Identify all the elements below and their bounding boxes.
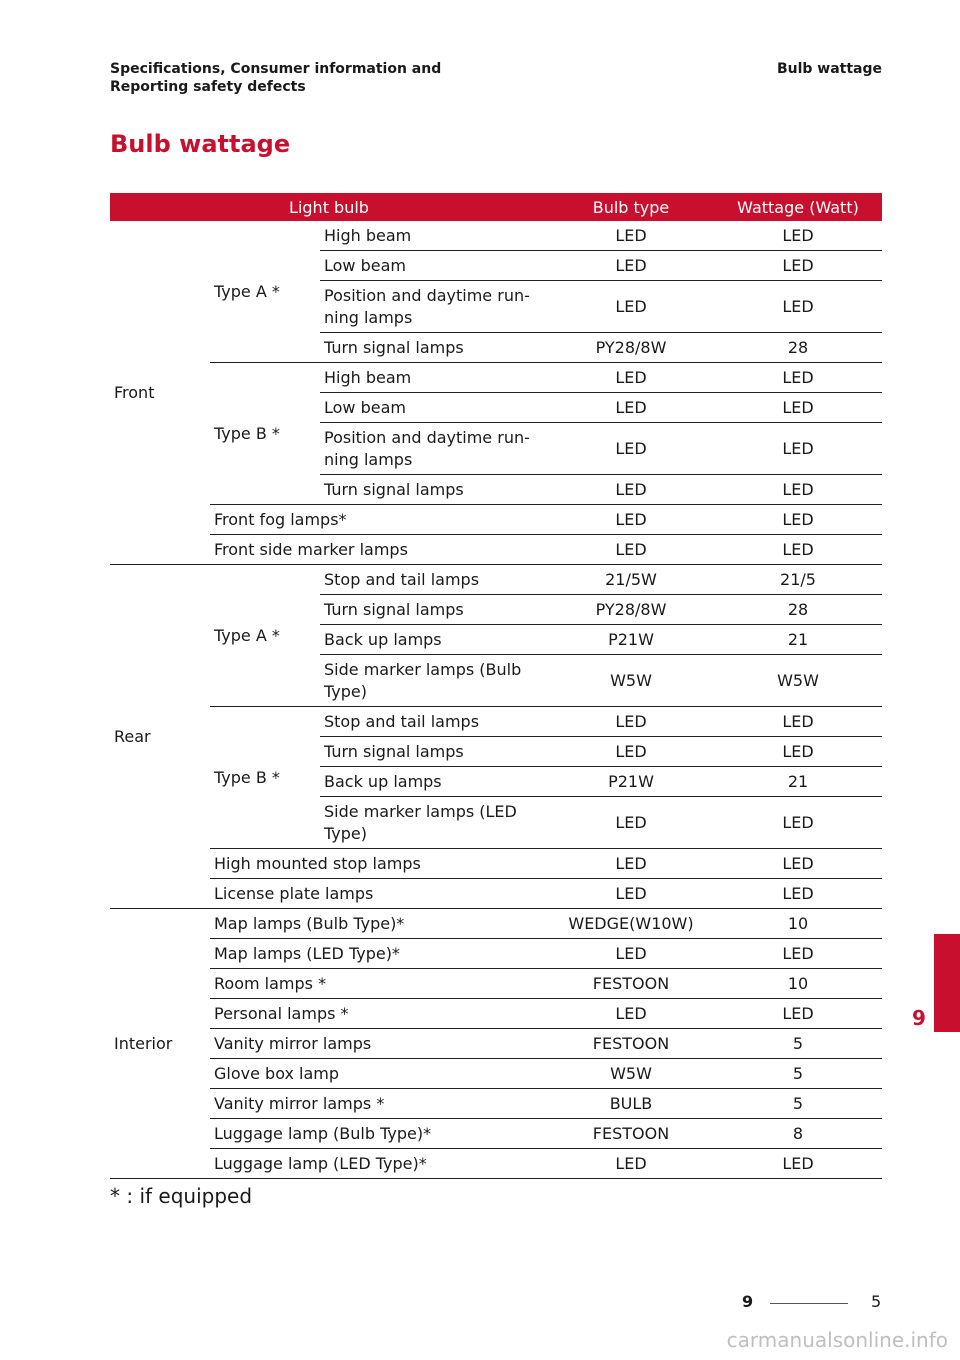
table-cell: PY28/8W	[548, 333, 714, 363]
table-cell: FESTOON	[548, 1119, 714, 1149]
footnote: * : if equipped	[110, 1184, 253, 1208]
table-cell: LED	[548, 423, 714, 475]
table-cell: Front side marker lamps	[210, 535, 548, 565]
table-cell: Turn signal lamps	[320, 475, 548, 505]
table-row	[110, 1149, 882, 1179]
running-header-topic: Bulb wattage	[776, 61, 882, 77]
table-row	[110, 1089, 882, 1119]
table-cell: LED	[548, 251, 714, 281]
section-title-line1: Specifications, Consumer information and	[110, 61, 442, 77]
table-row	[110, 969, 882, 999]
table-cell: LED	[714, 281, 882, 333]
table-cell: P21W	[548, 767, 714, 797]
table-cell: LED	[714, 1149, 882, 1179]
table-row	[110, 535, 882, 565]
table-cell: Luggage lamp (LED Type)*	[210, 1149, 548, 1179]
table-cell: LED	[548, 737, 714, 767]
table-cell: LED	[548, 849, 714, 879]
table-cell: Side marker lamps (Bulb Type)	[320, 655, 548, 707]
table-cell: FESTOON	[548, 969, 714, 999]
table-cell: Turn signal lamps	[320, 333, 548, 363]
table-cell: Side marker lamps (LED Type)	[320, 797, 548, 849]
table-cell: WEDGE(W10W)	[548, 909, 714, 939]
group-label: Interior	[110, 909, 210, 1179]
table-cell: W5W	[548, 655, 714, 707]
table-row	[110, 849, 882, 879]
table-cell: LED	[714, 535, 882, 565]
table-cell: Low beam	[320, 251, 548, 281]
table-cell: 21	[714, 625, 882, 655]
table-row	[110, 939, 882, 969]
table-cell: 28	[714, 595, 882, 625]
bulb-wattage-table	[110, 193, 882, 1179]
table-cell: 21	[714, 767, 882, 797]
table-cell: LED	[548, 535, 714, 565]
table-cell: Turn signal lamps	[320, 595, 548, 625]
table-row	[110, 707, 882, 737]
table-cell: LED	[714, 797, 882, 849]
table-cell: License plate lamps	[210, 879, 548, 909]
table-cell: LED	[714, 939, 882, 969]
table-cell: Turn signal lamps	[320, 737, 548, 767]
table-cell: Vanity mirror lamps	[210, 1029, 548, 1059]
table-cell: LED	[548, 939, 714, 969]
table-cell: Room lamps *	[210, 969, 548, 999]
table-cell: LED	[548, 281, 714, 333]
table-cell: 28	[714, 333, 882, 363]
type-label: Type B *	[210, 707, 320, 849]
table-cell: 10	[714, 969, 882, 999]
table-cell: LED	[714, 999, 882, 1029]
table-row	[110, 879, 882, 909]
table-cell: 10	[714, 909, 882, 939]
table-row	[110, 909, 882, 939]
table-cell: LED	[714, 737, 882, 767]
table-row	[110, 505, 882, 535]
type-label: Type B *	[210, 363, 320, 505]
table-cell: Map lamps (Bulb Type)*	[210, 909, 548, 939]
header-wattage: Wattage (Watt)	[714, 193, 882, 221]
table-row	[110, 999, 882, 1029]
table-cell: LED	[714, 849, 882, 879]
table-cell: LED	[714, 221, 882, 251]
table-cell: 21/5	[714, 565, 882, 595]
table-cell: Position and daytime run-ning lamps	[320, 423, 548, 475]
chapter-tab	[934, 934, 960, 1032]
table-row	[110, 1029, 882, 1059]
table-cell: 21/5W	[548, 565, 714, 595]
table-header-row	[110, 193, 882, 221]
table-cell: Front fog lamps*	[210, 505, 548, 535]
group-label: Rear	[110, 565, 210, 909]
table-cell: Personal lamps *	[210, 999, 548, 1029]
chapter-tab-number: 9	[912, 1006, 926, 1030]
watermark: carmanualsonline.info	[726, 1328, 948, 1352]
table-row	[110, 1119, 882, 1149]
table-cell: LED	[548, 363, 714, 393]
table-cell: PY28/8W	[548, 595, 714, 625]
table-cell: 8	[714, 1119, 882, 1149]
table-cell: High beam	[320, 221, 548, 251]
table-cell: High beam	[320, 363, 548, 393]
table-cell: LED	[714, 505, 882, 535]
table-cell: LED	[548, 797, 714, 849]
table-cell: LED	[548, 1149, 714, 1179]
header-light-bulb: Light bulb	[110, 193, 548, 221]
table-cell: Back up lamps	[320, 767, 548, 797]
table-cell: LED	[548, 999, 714, 1029]
table-cell: LED	[548, 475, 714, 505]
page-title: Bulb wattage	[110, 130, 291, 158]
table-cell: W5W	[548, 1059, 714, 1089]
table-cell: LED	[548, 221, 714, 251]
table-row	[110, 221, 882, 251]
table-cell: LED	[548, 707, 714, 737]
table-cell: Stop and tail lamps	[320, 565, 548, 595]
table-cell: 5	[714, 1059, 882, 1089]
table-cell: Vanity mirror lamps *	[210, 1089, 548, 1119]
group-label: Front	[110, 221, 210, 565]
table-cell: LED	[714, 251, 882, 281]
section-title-line2: Reporting safety defects	[110, 79, 306, 95]
table-cell: LED	[714, 423, 882, 475]
table-cell: LED	[548, 505, 714, 535]
footer-page-number: 5	[871, 1292, 882, 1311]
table-cell: FESTOON	[548, 1029, 714, 1059]
table-cell: Stop and tail lamps	[320, 707, 548, 737]
table-cell: Glove box lamp	[210, 1059, 548, 1089]
type-label: Type A *	[210, 565, 320, 707]
table-cell: Luggage lamp (Bulb Type)*	[210, 1119, 548, 1149]
table-cell: Low beam	[320, 393, 548, 423]
table-cell: LED	[548, 879, 714, 909]
table-row	[110, 565, 882, 595]
table-cell: LED	[714, 363, 882, 393]
table-cell: LED	[714, 707, 882, 737]
table-cell: Position and daytime run-ning lamps	[320, 281, 548, 333]
table-row	[110, 1059, 882, 1089]
table-cell: P21W	[548, 625, 714, 655]
table-cell: High mounted stop lamps	[210, 849, 548, 879]
running-header-section	[110, 60, 441, 96]
table-cell: LED	[548, 393, 714, 423]
table-cell: LED	[714, 475, 882, 505]
table-cell: Back up lamps	[320, 625, 548, 655]
footer-chapter-number: 9	[742, 1292, 754, 1311]
type-label: Type A *	[210, 221, 320, 363]
header-bulb-type: Bulb type	[548, 193, 714, 221]
table-cell: LED	[714, 393, 882, 423]
table-cell: 5	[714, 1089, 882, 1119]
footer-divider	[770, 1303, 848, 1304]
table-cell: W5W	[714, 655, 882, 707]
table-cell: 5	[714, 1029, 882, 1059]
table-cell: BULB	[548, 1089, 714, 1119]
table-cell: LED	[714, 879, 882, 909]
table-row	[110, 363, 882, 393]
table-cell: Map lamps (LED Type)*	[210, 939, 548, 969]
